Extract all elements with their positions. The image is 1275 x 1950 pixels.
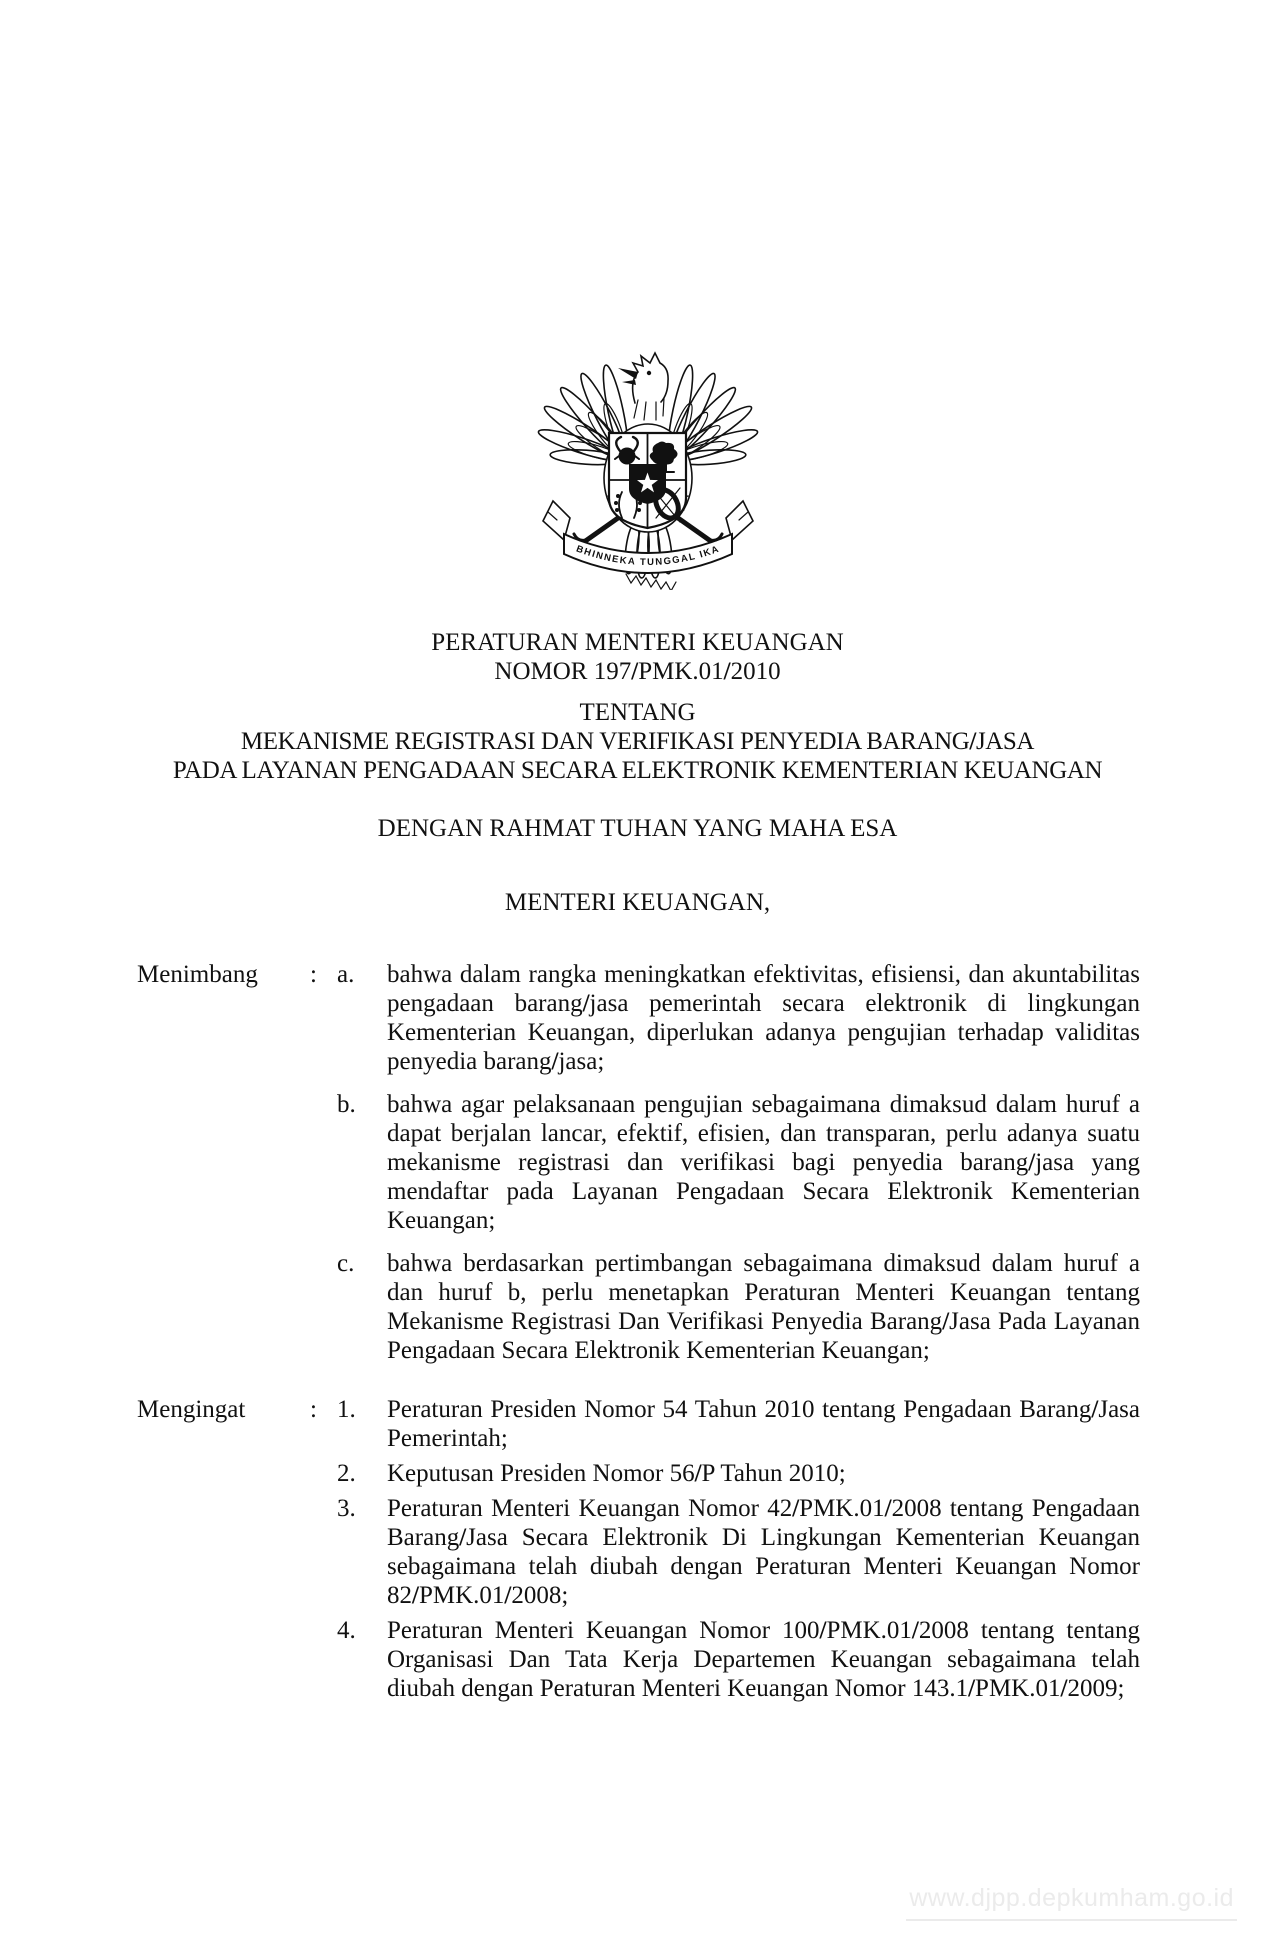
issuer-line: MENTERI KEUANGAN, — [504, 889, 771, 916]
item-marker: a. — [337, 961, 355, 988]
section-label: Menimbang — [137, 961, 258, 988]
regulation-body — [0, 960, 1275, 1703]
item-text: bahwa berdasarkan pertimbangan sebagaimana dimaksud dalam huruf a dan huruf b, perlu menetapkan Peraturan Menteri Keuangan tentang Mekanisme Registrasi Dan Verifikasi Penyedia Barang/Jasa Pada Layanan Pengadaan Secara Elektronik Kementerian Keuangan; — [387, 1250, 1140, 1364]
title-block — [0, 628, 1275, 917]
item-text: Peraturan Menteri Keuangan Nomor 42/PMK.01/2008 tentang Pengadaan Barang/Jasa Secara Elektronik Di Lingkungan Kementerian Keuangan sebagaimana telah diubah dengan Peraturan Menteri Keuangan Nomor 82/PMK.01/2008; — [387, 1495, 1140, 1609]
item-marker: 4. — [337, 1617, 356, 1644]
item-text: bahwa agar pelaksanaan pengujian sebagaimana dimaksud dalam huruf a dapat berjalan lancar, efektif, efisien, dan transparan, perlu adanya suatu mekanisme registrasi dan verifikasi bagi penyedia barang/jasa yang mendaftar pada Layanan Pengadaan Secara Elektronik Kementerian Keuangan; — [387, 1091, 1140, 1234]
item-marker: 2. — [337, 1460, 356, 1487]
item-text: bahwa dalam rangka meningkatkan efektivitas, efisiensi, dan akuntabilitas pengadaan barang/jasa pemerintah secara elektronik di lingkungan Kementerian Keuangan, diperlukan adanya pengujian terhadap validitas penyedia barang/jasa; — [387, 961, 1141, 1075]
item-text: Peraturan Presiden Nomor 54 Tahun 2010 tentang Pengadaan Barang/Jasa Pemerintah; — [387, 1396, 1140, 1452]
item-marker: b. — [337, 1091, 356, 1118]
item-marker: c. — [337, 1250, 355, 1277]
eagle-head-icon — [618, 353, 668, 420]
garuda-pancasila-emblem — [534, 348, 762, 590]
item-marker: 3. — [337, 1495, 356, 1522]
about-label: TENTANG — [579, 699, 696, 726]
regulation-number: NOMOR 197/PMK.01/2010 — [494, 658, 781, 685]
subject-line-1: MEKANISME REGISTRASI DAN VERIFIKASI PENYEDIA BARANG/JASA — [240, 728, 1035, 755]
invocation-line: DENGAN RAHMAT TUHAN YANG MAHA ESA — [377, 815, 898, 842]
star-shield-icon — [629, 464, 666, 504]
section-label: Mengingat — [137, 1396, 246, 1423]
emblem-motto-text: BHINNEKA TUNGGAL IKA — [574, 543, 721, 569]
pancasila-shield-icon — [609, 433, 686, 528]
item-text: Keputusan Presiden Nomor 56/P Tahun 2010; — [387, 1460, 846, 1487]
item-text: Peraturan Menteri Keuangan Nomor 100/PMK.01/2008 tentang tentang Organisasi Dan Tata Kerja Departemen Keuangan sebagaimana telah diubah dengan Peraturan Menteri Keuangan Nomor 143.1/PMK.01/2009; — [387, 1617, 1140, 1702]
section-separator: : — [310, 961, 317, 988]
watermark-url: www.djpp.depkumham.go.id — [906, 1884, 1237, 1921]
regulation-issuer-title: PERATURAN MENTERI KEUANGAN — [431, 629, 844, 656]
item-marker: 1. — [337, 1396, 356, 1423]
section-mengingat — [137, 1395, 1140, 1703]
subject-line-2: PADA LAYANAN PENGADAAN SECARA ELEKTRONIK KEMENTERIAN KEUANGAN — [172, 757, 1103, 784]
section-separator: : — [310, 1396, 317, 1423]
section-menimbang — [137, 960, 1140, 1365]
